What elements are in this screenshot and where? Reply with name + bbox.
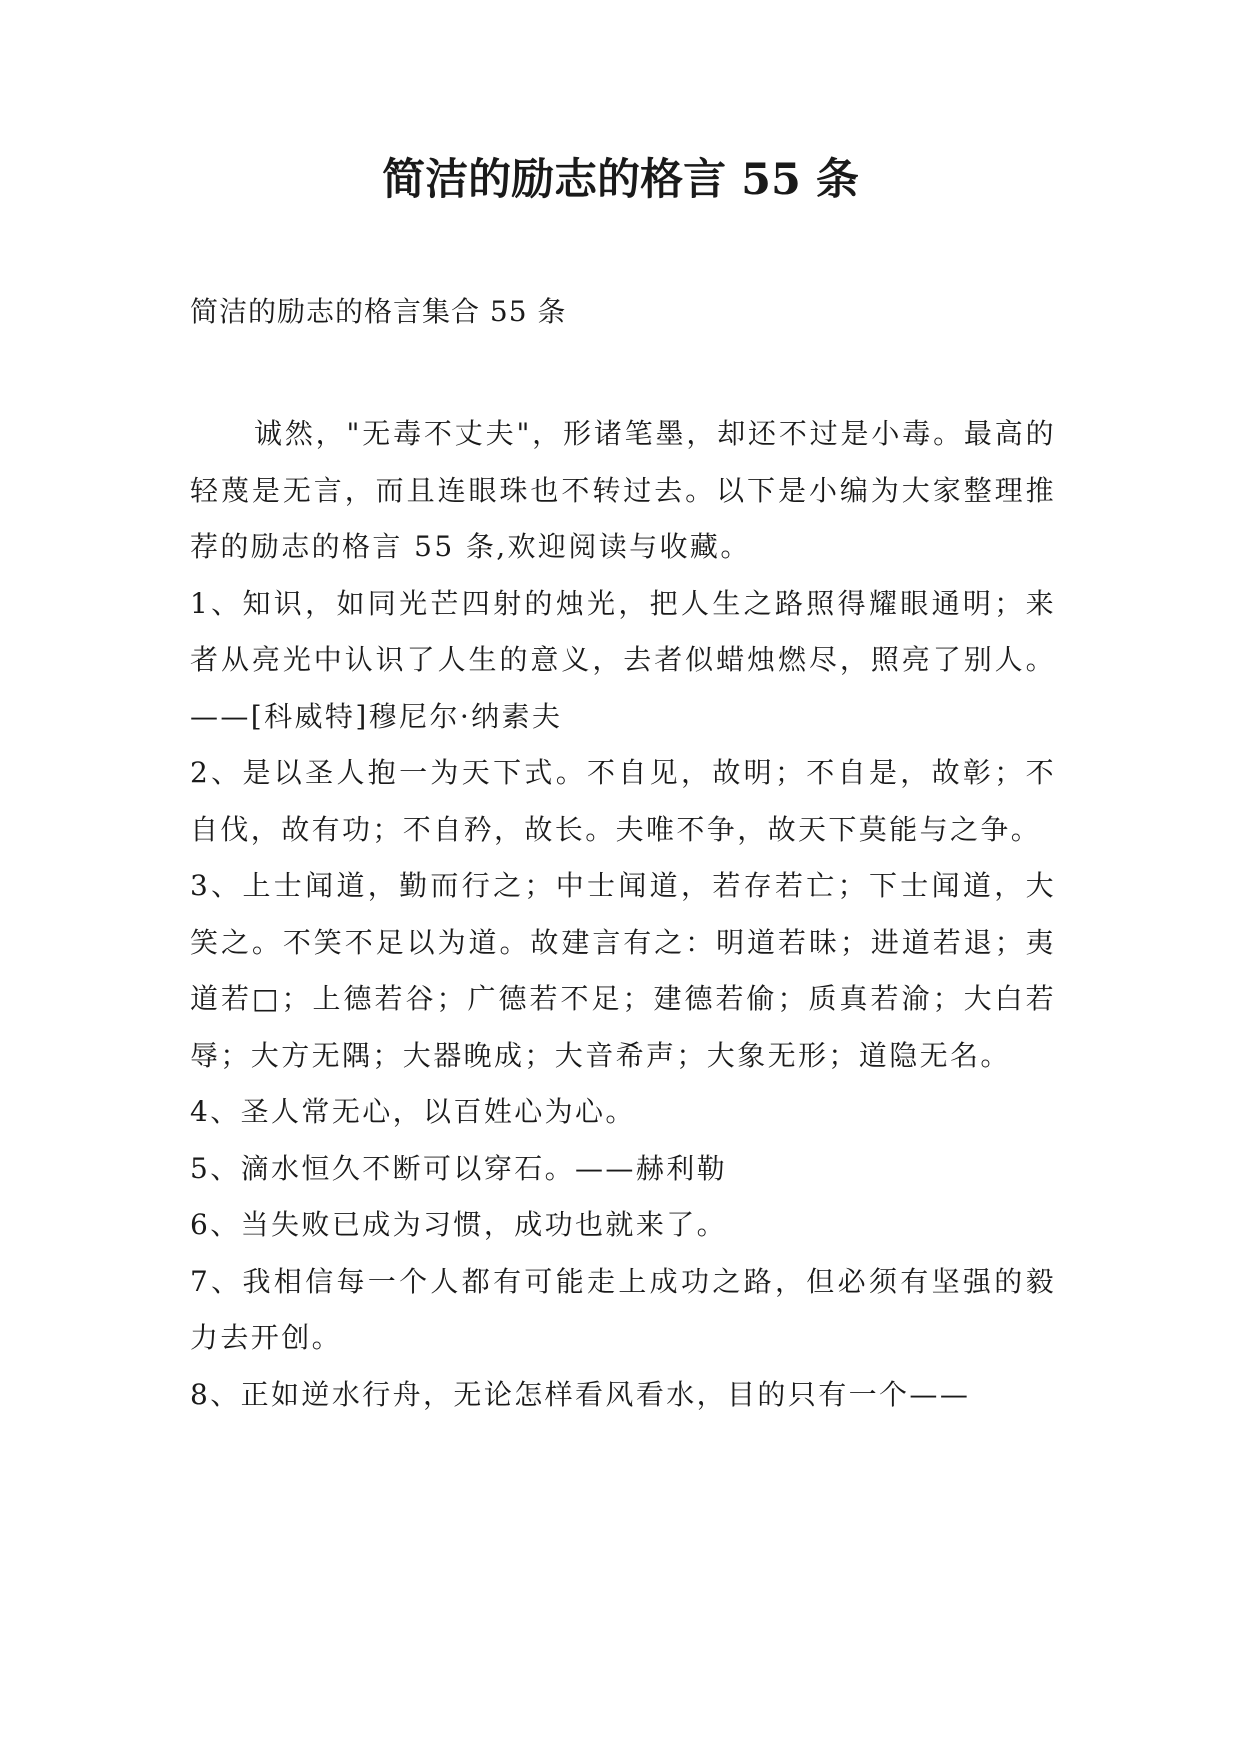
intro-paragraph: 诚然，"无毒不丈夫"，形诸笔墨，却还不过是小毒。最高的轻蔑是无言，而且连眼珠也不转过去。以下是小编为大家整理推荐的励志的格言 55 条,欢迎阅读与收藏。 [190, 417, 1056, 563]
quote-item-7: 7、我相信每一个人都有可能走上成功之路，但必须有坚强的毅力去开创。 [190, 1264, 1056, 1354]
quote-item-2: 2、是以圣人抱一为天下式。不自见，故明；不自是，故彰；不自伐，故有功；不自矜，故长。夫唯不争，故天下莫能与之争。 [190, 756, 1056, 846]
quote-item-6: 6、当失败已成为习惯，成功也就来了。 [190, 1208, 728, 1241]
document-title: 简洁的励志的格言 55 条 [382, 155, 859, 205]
document-subtitle: 简洁的励志的格言集合 55 条 [190, 295, 567, 328]
quote-item-5: 5、滴水恒久不断可以穿石。——赫利勒 [190, 1151, 728, 1185]
quote-item-4: 4、圣人常无心，以百姓心为心。 [190, 1095, 636, 1128]
quote-item-3: 3、上士闻道，勤而行之；中士闻道，若存若亡；下士闻道，大笑之。不笑不足以为道。故建言有之：明道若昧；进道若退；夷道若□；上德若谷；广德若不足；建德若偷；质真若渝；大白若辱；大方无隅；大器晚成；大音希声；大象无形；道隐无名。 [190, 869, 1056, 1072]
quote-item-1: 1、知识，如同光芒四射的烛光，把人生之路照得耀眼通明；来者从亮光中认识了人生的意义，去者似蜡烛燃尽，照亮了别人。——[科威特]穆尼尔·纳素夫 [190, 586, 1056, 733]
document-body [190, 406, 1056, 1423]
quote-item-8: 8、正如逆水行舟，无论怎样看风看水，目的只有一个—— [190, 1377, 971, 1411]
